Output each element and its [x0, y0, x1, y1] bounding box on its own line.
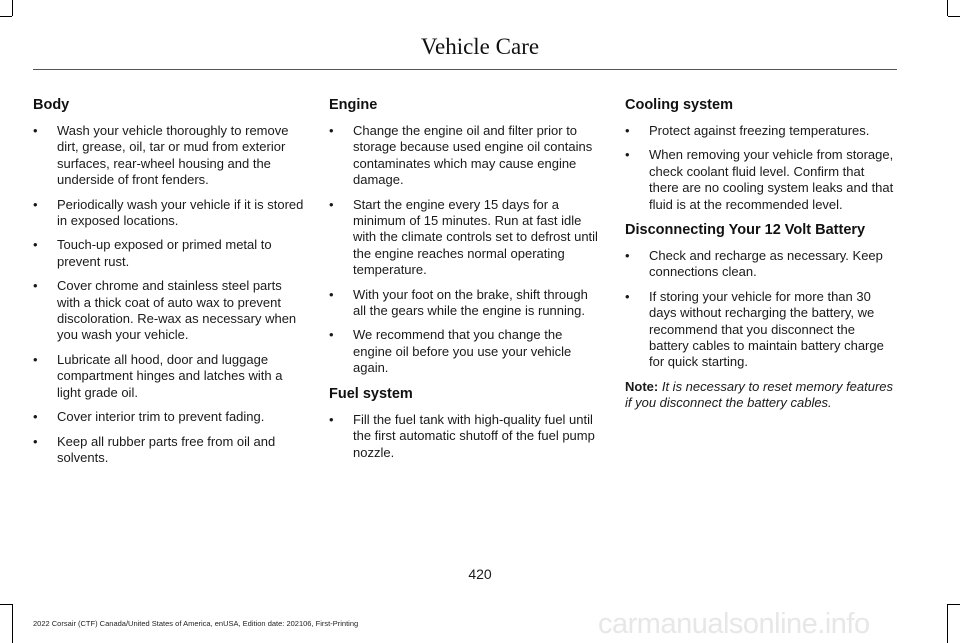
crop-mark: [948, 16, 960, 17]
list-item: • With your foot on the brake, shift through all the gears while the engine is running.: [329, 286, 588, 319]
bullet-icon: •: [329, 196, 334, 212]
page-title: Vehicle Care: [420, 34, 540, 59]
crop-mark: [0, 604, 12, 605]
list-item: • Protect against freezing temperatures.: [625, 123, 870, 138]
list-item: • Fill the fuel tank with high-quality fuel until the first automatic shutoff of the fuel pump nozzle.: [329, 411, 595, 460]
crop-mark: [0, 16, 12, 17]
watermark: carmanualsonline.info: [598, 608, 870, 640]
list-item: • Keep all rubber parts free from oil and solvents.: [33, 433, 276, 465]
bullet-icon: •: [625, 288, 630, 304]
section-heading-engine: Engine: [329, 97, 378, 113]
bullet-icon: •: [329, 411, 334, 427]
list-item: • Wash your vehicle thoroughly to remove dirt, grease, oil, tar or mud from exterior surfaces, rear-wheel housing and the underside of front fenders.: [33, 123, 289, 188]
list-item: • Start the engine every 15 days for a minimum of 15 minutes. Run at fast idle with the climate controls set to defrost until the engine reaches normal operating temperature.: [329, 196, 598, 278]
list-item: • When removing your vehicle from storage, check coolant fluid level. Confirm that there are no cooling system leaks and that fluid is at the recommended level.: [625, 147, 894, 212]
bullet-icon: •: [625, 123, 630, 138]
cooling-system-list: [625, 123, 897, 213]
bullet-icon: •: [625, 147, 630, 163]
section-heading-fuel-system: Fuel system: [329, 385, 413, 402]
list-item: • Cover interior trim to prevent fading.: [33, 409, 265, 425]
column-3: [625, 96, 897, 412]
bullet-icon: •: [33, 123, 38, 138]
note-label: Note:: [625, 378, 659, 394]
crop-mark: [947, 0, 948, 16]
list-item: • Check and recharge as necessary. Keep connections clean.: [625, 248, 883, 280]
bullet-icon: •: [33, 237, 38, 253]
crop-mark: [12, 0, 13, 16]
battery-list: [625, 248, 897, 371]
note-text: It is necessary to reset memory features if you disconnect the battery cables.: [625, 378, 894, 411]
list-item: • Lubricate all hood, door and luggage compartment hinges and latches with a light grade oil.: [33, 351, 283, 400]
bullet-icon: •: [33, 196, 38, 212]
bullet-icon: •: [329, 286, 334, 302]
bullet-icon: •: [33, 409, 38, 425]
footer-edition-info: 2022 Corsair (CTF) Canada/United States of America, enUSA, Edition date: 202106, First-Printing: [33, 619, 359, 628]
header-divider: [33, 69, 897, 70]
crop-mark: [947, 604, 948, 643]
crop-mark: [948, 604, 960, 605]
bullet-icon: •: [329, 123, 334, 138]
bullet-icon: •: [33, 278, 38, 294]
section-heading-body: Body: [33, 97, 70, 113]
body-list: [33, 123, 305, 466]
engine-list: [329, 123, 601, 377]
column-2: [329, 96, 601, 469]
list-item: • Periodically wash your vehicle if it is stored in exposed locations.: [33, 196, 304, 229]
battery-note: [625, 379, 897, 412]
bullet-icon: •: [33, 351, 38, 367]
page-number: 420: [468, 566, 492, 582]
list-item: • Touch-up exposed or primed metal to prevent rust.: [33, 237, 272, 269]
list-item: • If storing your vehicle for more than 30 days without recharging the battery, we recommend that you disconnect the battery cables to maintain battery charge for quick starting.: [625, 288, 884, 370]
bullet-icon: •: [33, 433, 38, 449]
crop-mark: [12, 604, 13, 643]
list-item: • We recommend that you change the engine oil before you use your vehicle again.: [329, 327, 572, 376]
bullet-icon: •: [625, 248, 630, 264]
column-1: [33, 96, 305, 474]
section-heading-cooling-system: Cooling system: [625, 97, 733, 113]
bullet-icon: •: [329, 327, 334, 343]
list-item: • Cover chrome and stainless steel parts with a thick coat of auto wax to prevent discoloration. Re-wax as necessary when you wash your vehicle.: [33, 278, 297, 343]
section-heading-battery: Disconnecting Your 12 Volt Battery: [625, 222, 866, 239]
list-item: • Change the engine oil and filter prior to storage because used engine oil contains contaminates which may cause engine damage.: [329, 123, 593, 188]
fuel-system-list: [329, 412, 601, 461]
